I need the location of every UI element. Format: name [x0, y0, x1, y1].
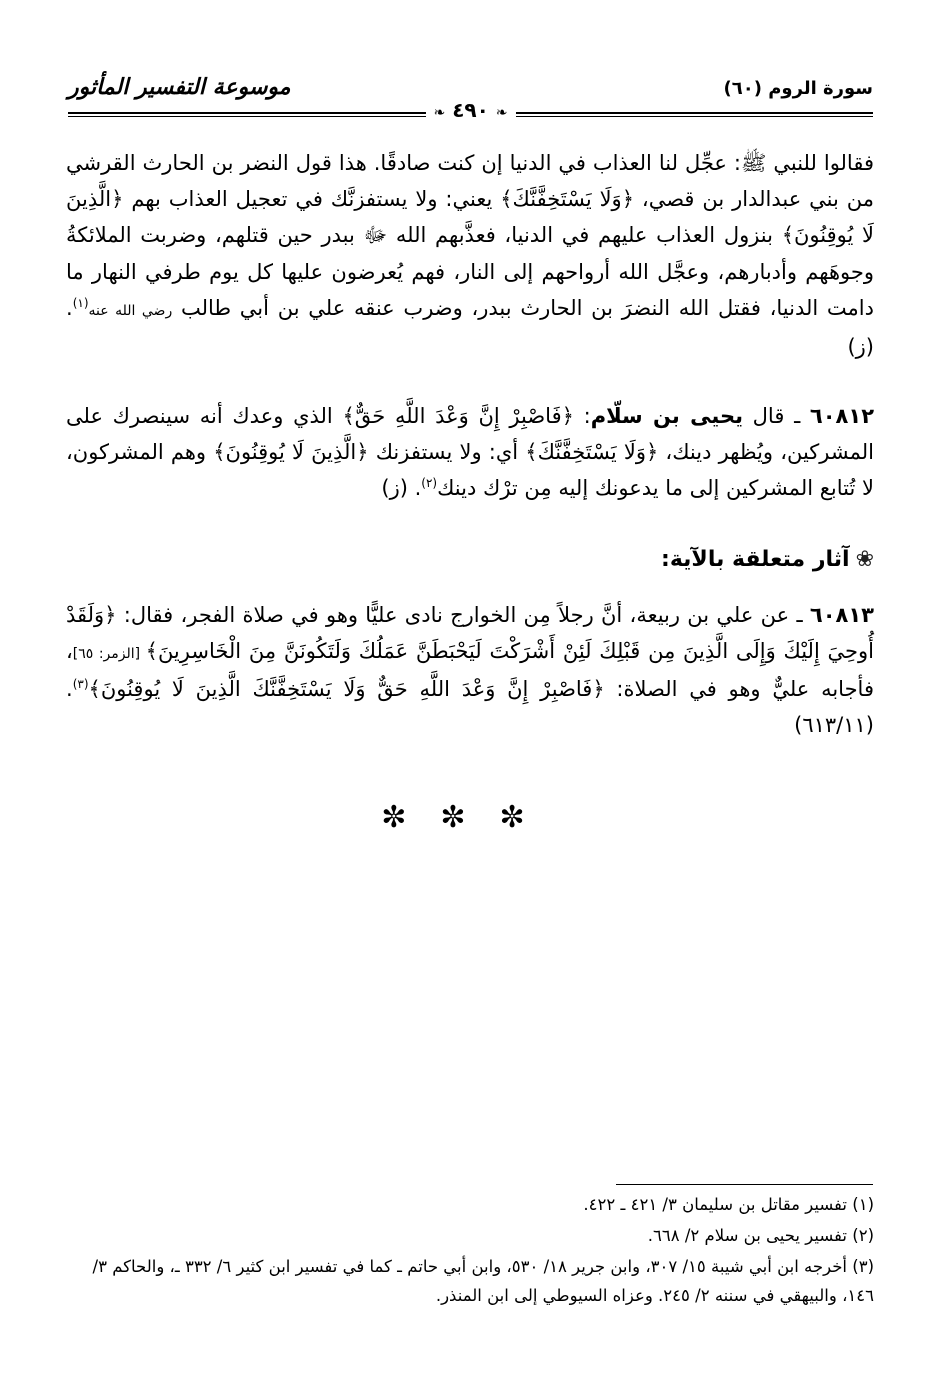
section-heading: [661, 547, 874, 572]
footnote-3: (٣) أخرجه ابن أبي شيبة ١٥/ ٣٠٧، وابن جرير ١٨/ ٥٣٠، وابن أبي حاتم ـ كما في تفسير ابن كثير ٦/ ٣٣٢ ـ، والحاكم ٣/ ١٤٦، والبيهقي في سننه ٢/ ٢٤٥. وعزاه السيوطي إلى ابن المنذر.: [92, 1257, 874, 1305]
quran-quote: ﴿وَلَا يَسْتَخِفَّنَّكَ﴾: [500, 187, 635, 212]
narration-number: ٦٠٨١٣: [809, 603, 874, 627]
text-run: يعني: ولا يستفزنَّك في تعجيل العذاب بهم: [123, 187, 501, 212]
section-separator-icon: ✼✼✼: [381, 800, 559, 835]
paragraph-60812: [66, 398, 874, 507]
text-run: . (ز): [381, 476, 422, 501]
flower-icon: ❀: [855, 547, 874, 572]
text-run: الذي وعدك أنه سينصرك على المشركين، ويُظهر دينك،: [66, 404, 874, 465]
narration-number: ٦٠٨١٢: [809, 404, 875, 428]
text-run: وهم المشركون، لا تُتابع المشركين إلى ما يدعونك إليه مِن ترْك دينك: [66, 440, 874, 501]
footnote-2: (٢) تفسير يحيى بن سلام ٢/ ٦٦٨.: [647, 1226, 874, 1245]
footnote-ref: (٣): [72, 677, 89, 691]
narrator-name: يحيى بن سلّام: [590, 404, 743, 428]
footnote-ref: (٢): [421, 476, 438, 491]
page-number: ٤٩٠: [452, 98, 489, 122]
text-run: ، فأجابه عليٌّ وهو في الصلاة:: [66, 638, 874, 701]
text-run: . (ز): [66, 295, 874, 360]
quran-quote: ﴿فَاصْبِرْ إِنَّ وَعْدَ اللَّهِ حَقٌّ﴾: [342, 404, 574, 428]
paragraph-60813: [66, 598, 874, 743]
honorific: رضي الله عنه: [88, 302, 173, 319]
ornament-icon: ❧: [433, 105, 446, 121]
section-heading-text: آثار متعلقة بالآية:: [661, 547, 850, 572]
paragraph-commentary: [66, 145, 874, 365]
text-run: :: [573, 404, 591, 428]
book-title: موسوعة التفسير المأثور: [68, 74, 291, 100]
footnote-1: (١) تفسير مقاتل بن سليمان ٣/ ٤٢١ ـ ٤٢٢.: [583, 1195, 874, 1214]
quran-quote: ﴿وَلَا يَسْتَخِفَّنَّكَ﴾: [525, 440, 659, 465]
page-number-box: [425, 98, 515, 122]
text-run: ـ قال: [742, 404, 810, 428]
quran-quote: ﴿الَّذِينَ لَا يُوقِنُونَ﴾: [66, 187, 875, 248]
ornament-icon: ❧: [495, 105, 508, 121]
text-run: فقالوا للنبي ﷺ: عجِّل لنا العذاب في الدنيا إن كنت صادقًا. هذا قول النضر بن الحارث القرشي من بني عبدالدار بن قصي،: [66, 151, 874, 212]
text-run: . (٦١٣/١١): [66, 677, 874, 737]
verse-reference: [الزمر: ٦٥]: [72, 645, 146, 662]
text-run: ـ عن علي بن ربيعة، أنَّ رجلاً مِن الخوارج نادى عليًّا وهو في صلاة الفجر، فقال:: [116, 603, 810, 627]
quran-quote: ﴿فَاصْبِرْ إِنَّ وَعْدَ اللَّهِ حَقٌّ وَلَا يَسْتَخِفَّنَّكَ الَّذِينَ لَا يُوقِنُونَ﴾: [88, 677, 605, 701]
quran-quote: ﴿الَّذِينَ لَا يُوقِنُونَ﴾: [213, 440, 369, 465]
footnote-rule: [616, 1184, 873, 1185]
text-run: بنزول العذاب عليهم في الدنيا، فعذَّبهم الله ﷻ ببدر حين قتلهم، وضربت الملائكةُ وجوهَهم وأدبارهم، وعجَّل الله أرواحهم إلى النار، فهم يُعرضون عليها كل يوم طرفي النهار ما دامت الدنيا، فقتل الله النضرَ بن الحارث ببدر، وضرب عنقه علي بن أبي طالب: [66, 223, 874, 320]
footnote-ref: (١): [72, 295, 89, 310]
text-run: أي: ولا يستفزنك: [368, 440, 526, 465]
quran-quote: ﴿وَلَقَدْ أُوحِيَ إِلَيْكَ وَإِلَى الَّذِينَ مِن قَبْلِكَ لَئِنْ أَشْرَكْتَ لَيَحْبَطَنَّ عَمَلُكَ وَلَتَكُونَنَّ مِنَ الْخَاسِرِينَ﴾: [66, 603, 875, 663]
surah-title: سورة الروم (٦٠): [723, 78, 873, 99]
page-header: [68, 70, 873, 130]
